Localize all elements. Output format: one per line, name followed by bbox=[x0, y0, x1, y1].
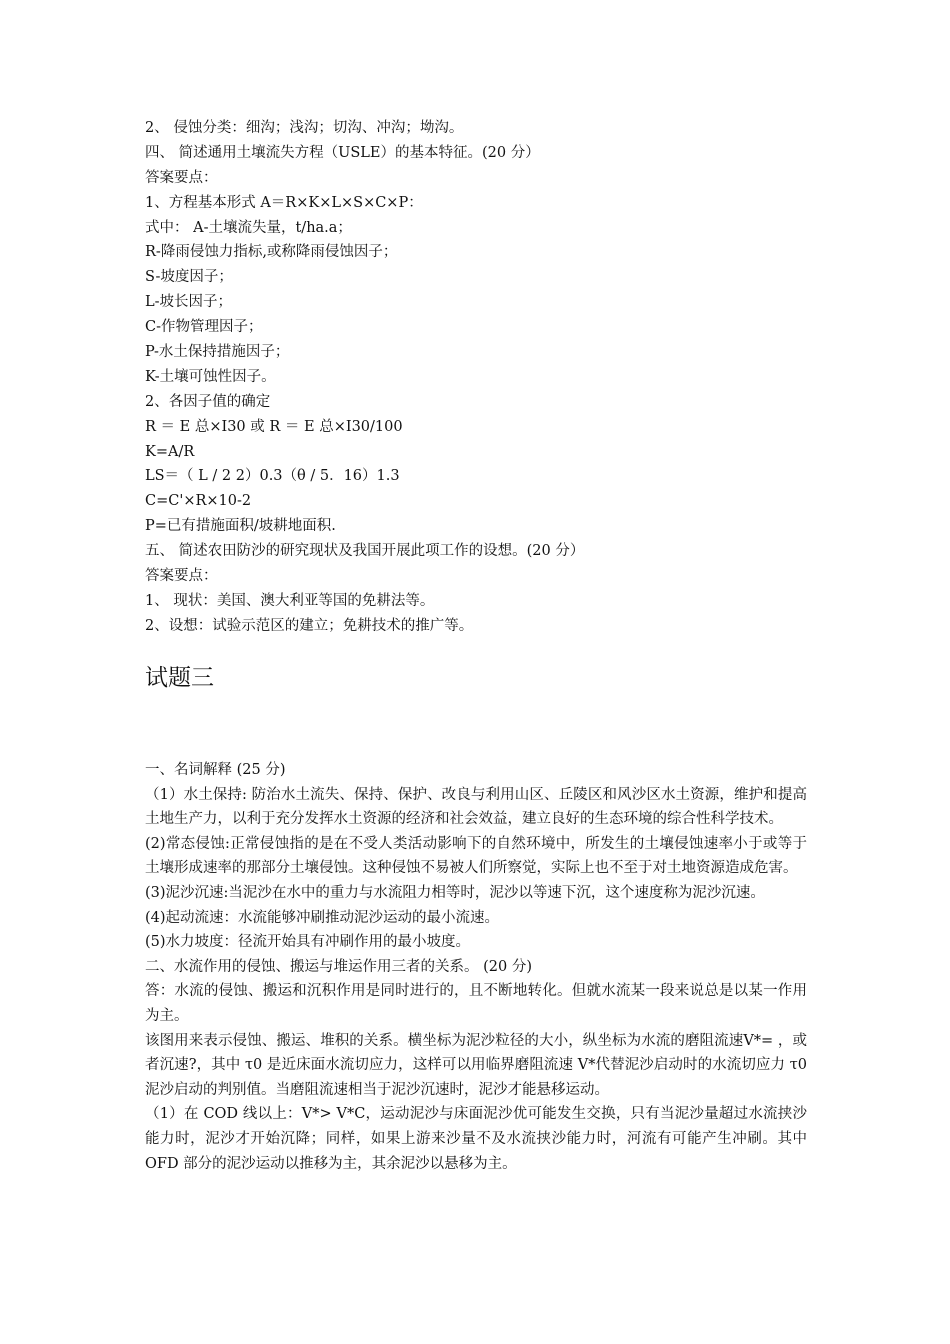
text-line: 答案要点： bbox=[145, 568, 218, 585]
definition-paragraph: (2)常态侵蚀:正常侵蚀指的是在不受人类活动影响下的自然环境中，所发生的土壤侵蚀速率小于或等于土壤形成速率的那部分土壤侵蚀。这种侵蚀不易被人们所察觉，实际上也不至于对土地资源造成危害。 bbox=[145, 835, 807, 877]
text-line: R-降雨侵蚀力指标,或称降雨侵蚀因子； bbox=[145, 244, 398, 261]
text-line: 2、 侵蚀分类：细沟；浅沟；切沟、冲沟；坳沟。 bbox=[145, 120, 464, 136]
definition-paragraph: (5)水力坡度：径流开始具有冲刷作用的最小坡度。 bbox=[145, 934, 471, 951]
formula-line: C=C'×R×10-2 bbox=[145, 493, 252, 510]
formula-line: LS＝（ L / 2 2）0.3（θ / 5．16）1.3 bbox=[145, 468, 400, 485]
definition-paragraph: (3)泥沙沉速:当泥沙在水中的重力与水流阻力相等时，泥沙以等速下沉，这个速度称为泥沙沉速。 bbox=[145, 884, 765, 901]
text-line: 式中： A-土壤流失量，t/ha.a； bbox=[145, 219, 352, 236]
formula-line: K=A/R bbox=[145, 443, 195, 460]
section-heading: 一、名词解释 (25 分) bbox=[145, 762, 286, 778]
answer-paragraph: 答：水流的侵蚀、搬运和沉积作用是同时进行的，且不断地转化。但就水流某一段来说总是以某一作用为主。 bbox=[145, 983, 807, 1024]
text-line: 1、 现状：美国、澳大利亚等国的免耕法等。 bbox=[145, 592, 435, 609]
text-line: 2、各因子值的确定 bbox=[145, 393, 271, 410]
answer-paragraph: （1）在 COD 线以上：V*> V*C，运动泥沙与床面泥沙优可能发生交换，只有当泥沙量超过水流挟沙能力时，泥沙才开始沉降；同样，如果上游来沙量不及水流挟沙能力时，河流有可能产生冲刷。其中 OFD 部分的泥沙运动以推移为主，其余泥沙以悬移为主。 bbox=[145, 1106, 807, 1172]
text-line: K-土壤可蚀性因子。 bbox=[145, 368, 276, 385]
text-line: L-坡长因子； bbox=[145, 294, 233, 311]
answer-section-2 bbox=[145, 116, 807, 639]
formula-line: P=已有措施面积/坡耕地面积. bbox=[145, 518, 336, 535]
section-title: 试题三 bbox=[145, 665, 214, 691]
section-heading: 二、水流作用的侵蚀、搬运与堆运作用三者的关系。 (20 分) bbox=[145, 958, 532, 975]
text-line: S-坡度因子； bbox=[145, 269, 233, 286]
definition-paragraph: (4)起动流速：水流能够冲刷推动泥沙运动的最小流速。 bbox=[145, 909, 500, 926]
text-line: C-作物管理因子； bbox=[145, 319, 263, 336]
question-heading: 四、 简述通用土壤流失方程（USLE）的基本特征。(20 分） bbox=[145, 144, 540, 161]
text-line: 2、设想：试验示范区的建立；免耕技术的推广等。 bbox=[145, 617, 474, 634]
answer-paragraph: 该图用来表示侵蚀、搬运、堆积的关系。横坐标为泥沙粒径的大小，纵坐标为水流的磨阻流速V*= ，或者沉速?，其中 τ0 是近床面水流切应力，这样可以用临界磨阻流速 V*代替泥沙启动时的水流切应力 τ0 泥沙启动的判别值。当磨阻流速相当于泥沙沉速时，泥沙才能悬移运动。 bbox=[145, 1032, 807, 1098]
text-line: 答案要点： bbox=[145, 169, 218, 186]
exam-three-body bbox=[145, 758, 807, 1176]
question-heading: 五、 简述农田防沙的研究现状及我国开展此项工作的设想。(20 分） bbox=[145, 543, 585, 560]
text-line: P-水土保持措施因子； bbox=[145, 344, 290, 361]
formula-line: R ＝ E 总×I30 或 R ＝ E 总×I30/100 bbox=[145, 418, 403, 435]
text-line: 1、方程基本形式 A＝R×K×L×S×C×P： bbox=[145, 194, 423, 211]
definition-paragraph: （1）水土保持: 防治水土流失、保持、保护、改良与利用山区、丘陵区和风沙区水土资源，维护和提高土地生产力，以利于充分发挥水土资源的经济和社会效益，建立良好的生态环境的综合性科学技术。 bbox=[145, 786, 807, 828]
